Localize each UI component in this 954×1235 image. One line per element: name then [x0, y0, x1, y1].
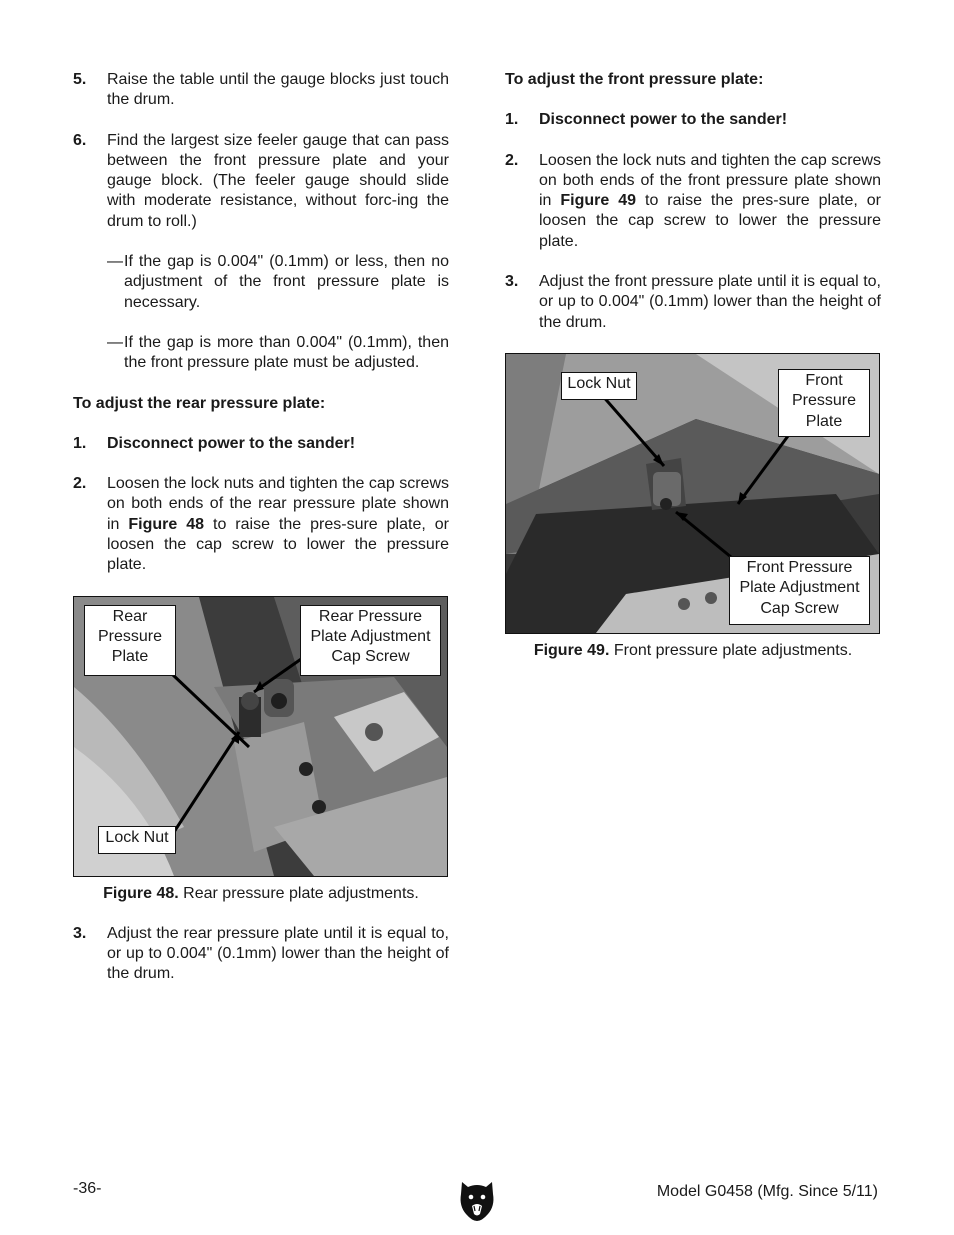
callout-rear-cap-screw: Rear Pressure Plate Adjustment Cap Screw	[300, 605, 441, 676]
step-text: Raise the table until the gauge blocks just touch the drum.	[107, 71, 449, 109]
bear-logo-icon	[458, 1178, 496, 1222]
callout-front-pressure-plate: Front Pressure Plate	[778, 369, 870, 437]
step-text-part: to raise the pres-sure plate, or loosen the cap screw to lower the pressure plate.	[539, 192, 881, 250]
step-text: Adjust the rear pressure plate until it is equal to, or up to 0.004" (0.1mm) lower than the height of the drum.	[107, 924, 449, 983]
left-column	[73, 70, 449, 1005]
step-text: Disconnect power to the sander!	[107, 434, 356, 452]
step-text: Disconnect power to the sander!	[539, 111, 788, 129]
front-step-2	[505, 151, 881, 252]
front-plate-heading: To adjust the front pressure plate:	[505, 71, 764, 88]
rear-step-2	[73, 474, 449, 575]
step-number: 2.	[73, 475, 87, 493]
figure-49-caption	[505, 641, 881, 661]
step-text-part: to raise the pres-sure plate, or loosen the cap screw to lower the pressure plate.	[107, 515, 449, 574]
step-number: 6.	[73, 131, 87, 149]
rear-step-1	[73, 434, 449, 454]
figure-48-photo	[73, 596, 448, 877]
front-step-3	[505, 272, 881, 333]
caption-label: Figure 48.	[103, 884, 179, 902]
caption-text: Front pressure plate adjustments.	[609, 641, 853, 659]
rear-step-3	[73, 924, 449, 985]
gap-condition-small	[107, 252, 449, 313]
figure-48-caption	[73, 884, 449, 904]
step-5	[73, 70, 449, 111]
figure-reference: Figure 49	[560, 192, 637, 210]
step-6	[73, 131, 449, 232]
figure-49-photo	[505, 353, 880, 634]
rear-plate-heading: To adjust the rear pressure plate:	[73, 394, 326, 412]
step-text: Adjust the front pressure plate until it is equal to, or up to 0.004" (0.1mm) lower than the height of the drum.	[539, 273, 881, 331]
condition-text: If the gap is 0.004" (0.1mm) or less, then no adjustment of the front pressure plate is necessary.	[124, 253, 449, 311]
step-number: 5.	[73, 71, 87, 88]
step-text-part: Loosen the lock nuts and tighten the cap screws on both ends of the rear pressure plate shown in	[107, 475, 449, 533]
step-text	[539, 151, 881, 252]
callout-front-lock-nut: Lock Nut	[561, 372, 637, 400]
model-info: Model G0458 (Mfg. Since 5/11)	[656, 1183, 878, 1200]
figure-reference: Figure 48	[128, 515, 205, 533]
step-number: 2.	[505, 151, 519, 169]
dash: —	[107, 253, 123, 271]
step-number: 1.	[73, 434, 87, 452]
dash: —	[107, 333, 123, 351]
callout-front-cap-screw: Front Pressure Plate Adjustment Cap Screw	[729, 556, 870, 625]
callout-rear-pressure-plate: Rear Pressure Plate	[84, 605, 176, 676]
step-number: 1.	[505, 111, 519, 129]
caption-text: Rear pressure plate adjustments.	[178, 884, 419, 902]
callout-rear-lock-nut: Lock Nut	[98, 826, 176, 854]
condition-text: If the gap is more than 0.004" (0.1mm), then the front pressure plate must be adjusted.	[124, 333, 449, 372]
page-number: -36-	[73, 1180, 102, 1197]
step-text-part: Loosen the lock nuts and tighten the cap screws on both ends of the front pressure plate shown in	[539, 151, 881, 210]
step-text	[107, 474, 449, 575]
step-text: Find the largest size feeler gauge that can pass between the front pressure plate and your gauge block. (The feeler gauge should slide with moderate resistance, without forc-ing the drum to roll.)	[107, 131, 449, 230]
right-column	[505, 70, 881, 681]
front-step-1	[505, 110, 881, 130]
step-number: 3.	[73, 924, 87, 942]
step-number: 3.	[505, 273, 519, 291]
caption-label: Figure 49.	[533, 641, 610, 659]
gap-condition-large	[107, 333, 449, 374]
